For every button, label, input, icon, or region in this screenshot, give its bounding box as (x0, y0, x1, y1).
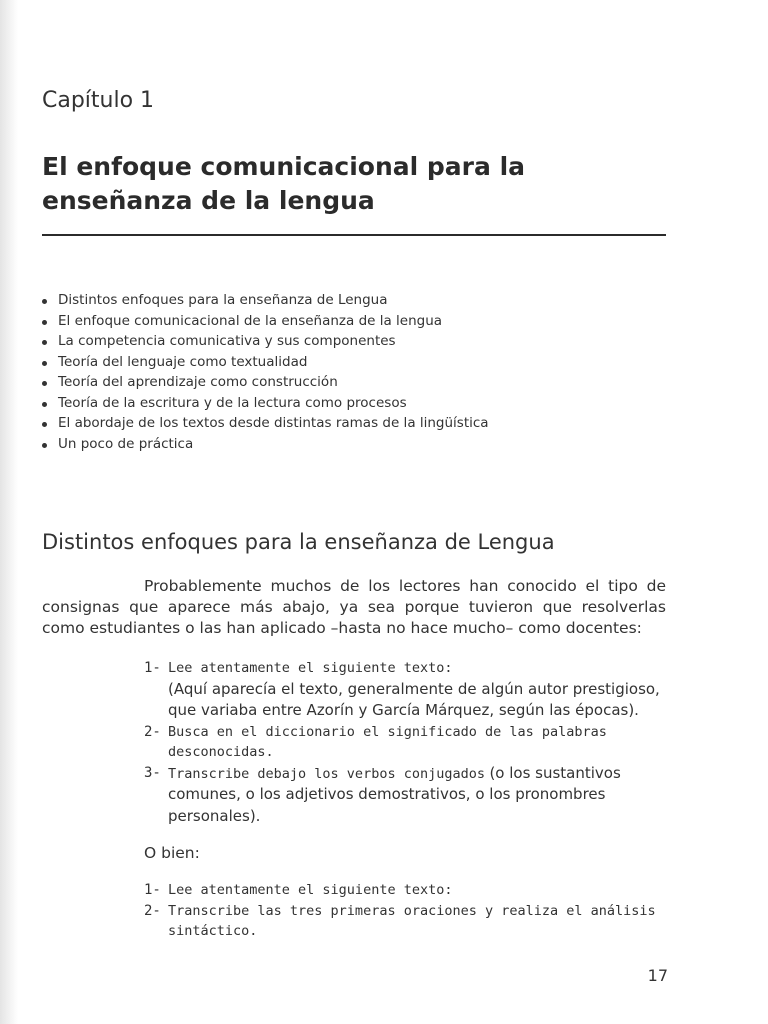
bullet-icon (42, 299, 47, 304)
bullet-icon (42, 422, 47, 427)
topic-text: Un poco de práctica (58, 435, 194, 452)
section-intro-paragraph: Probablemente muchos de los lectores han conocido el tipo de consignas que aparece más abajo, ya sea porque tuvieron que resolverlas como estudiantes o las han aplicado –hasta no hace mucho– como docentes: (42, 577, 666, 637)
item-note: (Aquí aparecía el texto, generalmente de algún autor prestigioso, que variaba entre Azorín y García Márquez, según las épocas). (168, 679, 660, 719)
topic-text: Distintos enfoques para la enseñanza de Lengua (58, 292, 388, 308)
item-instruction: Transcribe debajo los verbos conjugados (168, 765, 485, 782)
page-edge-shadow (0, 0, 18, 1024)
topic-item (42, 393, 489, 414)
item-note: (o los sustantivos comunes, o los adjetivos demostrativos, o los pronombres personales). (168, 763, 621, 825)
item-instruction: Busca en el diccionario el significado de las palabras desconocidas. (168, 723, 607, 760)
topic-item (42, 331, 489, 352)
topic-text: Teoría de la escritura y de la lectura como procesos (58, 394, 407, 411)
bullet-icon (42, 443, 47, 448)
title-rule (42, 234, 666, 236)
topic-text: Teoría del lenguaje como textualidad (58, 353, 308, 370)
exercise-item (144, 880, 666, 901)
topic-text: Teoría del aprendizaje como construcción (58, 374, 338, 390)
exercise-item (144, 763, 666, 828)
exercise-item (144, 658, 666, 722)
alternative-label: O bien: (144, 844, 200, 862)
exercise-item (144, 901, 666, 942)
topic-item (42, 352, 489, 373)
item-number: 2- (144, 723, 161, 740)
bullet-icon (42, 381, 47, 386)
topic-item (42, 372, 489, 393)
chapter-topics-list (42, 290, 489, 454)
topic-item (42, 413, 489, 434)
topic-item (42, 311, 489, 332)
chapter-title: El enfoque comunicacional para la enseñanza de la lengua (42, 152, 526, 215)
topic-text: La competencia comunicativa y sus componentes (58, 333, 396, 349)
item-instruction: Transcribe las tres primeras oraciones y realiza el análisis sintáctico. (168, 902, 656, 939)
exercise-list-1 (144, 658, 666, 827)
item-number: 2- (144, 902, 161, 919)
item-number: 1- (144, 882, 161, 898)
bullet-icon (42, 361, 47, 366)
item-instruction: Lee atentamente el siguiente texto: (168, 660, 453, 676)
bullet-icon (42, 402, 47, 407)
bullet-icon (42, 320, 47, 325)
item-number: 3- (144, 764, 161, 781)
section-title: Distintos enfoques para la enseñanza de Lengua (42, 530, 555, 554)
topic-item (42, 434, 489, 455)
topic-text: El enfoque comunicacional de la enseñanza de la lengua (58, 312, 443, 329)
topic-item (42, 290, 489, 311)
chapter-label: Capítulo 1 (42, 88, 155, 113)
item-number: 1- (144, 660, 161, 676)
exercise-list-2 (144, 880, 666, 942)
page-number: 17 (647, 966, 668, 985)
item-instruction: Lee atentamente el siguiente texto: (168, 882, 453, 898)
exercise-item (144, 722, 666, 763)
topic-text: El abordaje de los textos desde distintas ramas de la lingüística (58, 415, 489, 431)
bullet-icon (42, 340, 47, 345)
